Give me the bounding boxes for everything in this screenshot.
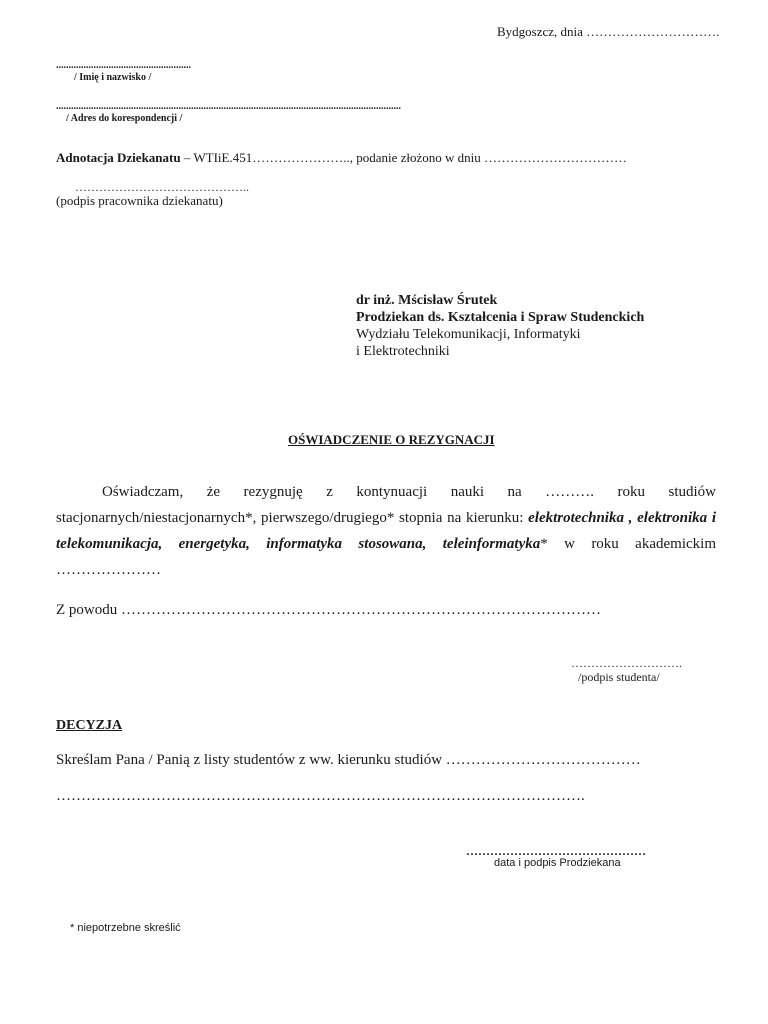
decision-sign-dots: ……………………………………… bbox=[466, 844, 646, 858]
footnote: * niepotrzebne skreślić bbox=[70, 922, 181, 934]
statement-reason: Z powodu …………………………………………………………………………………… bbox=[56, 602, 601, 618]
addressee-name: dr inż. Mścisław Śrutek bbox=[356, 293, 498, 308]
address-dots: .......................................................................................................................................... bbox=[56, 101, 401, 112]
statement-text-b: * w roku akademickim ………………… bbox=[56, 536, 716, 578]
annotation-line bbox=[56, 150, 627, 166]
statement-heading: OŚWIADCZENIE O REZYGNACJI bbox=[288, 432, 495, 447]
statement-paragraph bbox=[56, 479, 716, 583]
name-label: / Imię i nazwisko / bbox=[74, 72, 152, 83]
decision-continuation: ……………………………………………………………………………………………. bbox=[56, 788, 585, 804]
student-sign-dots: ………………………. bbox=[571, 656, 682, 670]
decision-heading: DECYZJA bbox=[56, 718, 123, 733]
annotation-sign-label: (podpis pracownika dziekanatu) bbox=[56, 193, 223, 208]
addressee-faculty-2: i Elektrotechniki bbox=[356, 344, 450, 359]
decision-text: Skreślam Pana / Panią z listy studentów z ww. kierunku studiów ………………………………… bbox=[56, 752, 641, 768]
addressee-faculty-1: Wydziału Telekomunikacji, Informatyki bbox=[356, 327, 581, 342]
annotation-label: Adnotacja Dziekanatu bbox=[56, 150, 181, 165]
place-date: Bydgoszcz, dnia …………………………. bbox=[497, 24, 720, 39]
name-dots: ...................................................... bbox=[56, 60, 191, 71]
statement-text-a: Oświadczam, że rezygnuję z kontynuacji nauki na ………. roku studiów stacjonarnych/niestacjonarnych*, pierwszego/drugiego* stopnia na kierunku: bbox=[56, 484, 716, 526]
addressee-title: Prodziekan ds. Kształcenia i Spraw Studenckich bbox=[356, 310, 645, 325]
address-label: / Adres do korespondencji / bbox=[66, 113, 183, 124]
decision-sign-label: data i podpis Prodziekana bbox=[494, 857, 621, 869]
student-sign-label: /podpis studenta/ bbox=[578, 670, 660, 684]
statement-fields: elektrotechnika , elektronika i telekomunikacja, energetyka, informatyka stosowana, teleinformatyka bbox=[56, 510, 716, 552]
annotation-sign-dots: …………………………………….. bbox=[75, 180, 249, 194]
annotation-text: – WTIiE.451………………….., podanie złożono w dniu …………………………… bbox=[180, 150, 628, 165]
